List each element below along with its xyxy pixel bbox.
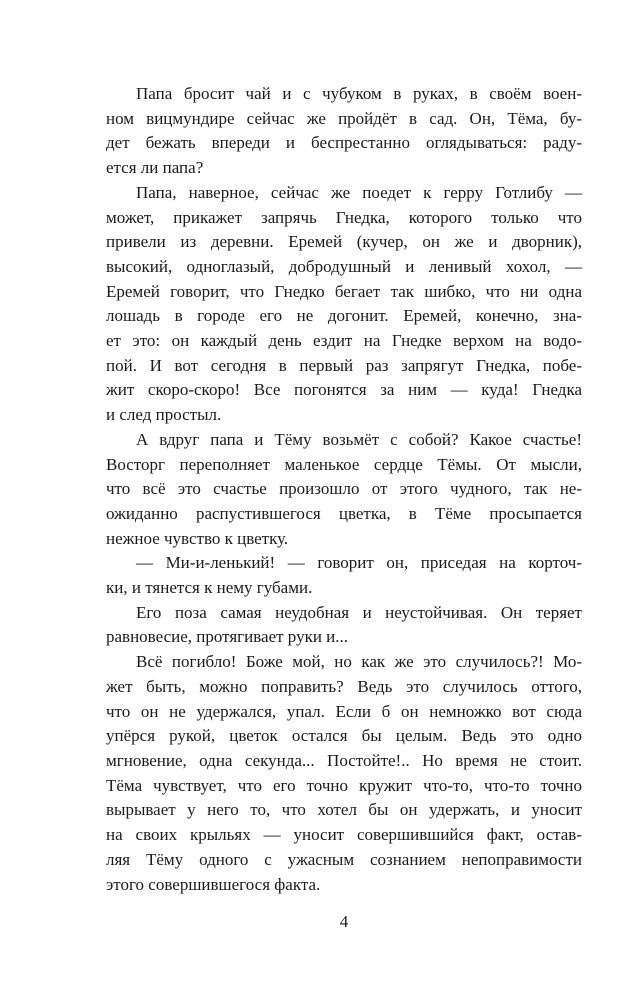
text-block bbox=[106, 82, 582, 897]
text-line: нежное чувство к цветку. bbox=[106, 528, 289, 548]
paragraph bbox=[106, 601, 582, 650]
text-line: привели из деревни. Еремей (кучер, он же и дворник), bbox=[106, 232, 582, 252]
text-line: А вдруг папа и Тёму возьмёт с собой? Какое счастье! bbox=[136, 429, 582, 449]
text-line: равновесие, протягивает руки и... bbox=[106, 627, 349, 647]
text-line: ожиданно распустившегося цветка, в Тёме просыпается bbox=[106, 503, 582, 523]
text-line: и след простыл. bbox=[106, 405, 222, 425]
text-line: Еремей говорит, что Гнедко бегает так шибко, что ни одна bbox=[106, 281, 582, 301]
paragraph bbox=[106, 181, 582, 428]
text-line: — Ми-и-ленький! — говорит он, приседая на корточ- bbox=[136, 553, 582, 573]
text-line: Всё погибло! Боже мой, но как же это случилось?! Мо- bbox=[136, 652, 582, 672]
text-line: на своих крыльях — уносит совершившийся факт, остав- bbox=[106, 825, 582, 845]
text-line: пой. И вот сегодня в первый раз запрягут Гнедка, побе- bbox=[106, 355, 582, 375]
text-line: мгновение, одна секунда... Постойте!.. Но время не стоит. bbox=[106, 750, 582, 770]
paragraph bbox=[106, 650, 582, 897]
text-line: жит скоро-скоро! Все погонятся за ним — куда! Гнедка bbox=[106, 380, 582, 400]
text-line: Его поза самая неудобная и неустойчивая. Он теряет bbox=[136, 602, 582, 622]
text-line: Восторг переполняет маленькое сердце Тёмы. От мысли, bbox=[106, 454, 582, 474]
text-line: может, прикажет запрячь Гнедка, которого только что bbox=[106, 207, 582, 227]
text-line: упёрся рукой, цветок остался бы целым. Ведь это одно bbox=[106, 726, 582, 746]
paragraph bbox=[106, 428, 582, 552]
text-line: ется ли папа? bbox=[106, 158, 204, 178]
text-line: ном вицмундире сейчас же пройдёт в сад. Он, Тёма, бу- bbox=[106, 108, 582, 128]
text-line: Папа бросит чай и с чубуком в руках, в своём воен- bbox=[136, 84, 582, 103]
page-number: 4 bbox=[339, 912, 349, 931]
text-line: жет быть, можно поправить? Ведь это случилось оттого, bbox=[106, 676, 582, 696]
paragraph bbox=[106, 551, 582, 600]
text-line: лошадь в городе его не догонит. Еремей, конечно, зна- bbox=[106, 306, 582, 326]
text-line: дет бежать впереди и беспрестанно оглядываться: раду- bbox=[106, 133, 582, 153]
text-line: ки, и тянется к нему губами. bbox=[106, 578, 313, 598]
text-line: этого совершившегося факта. bbox=[106, 874, 321, 894]
text-line: что он не удержался, упал. Если б он немножко вот сюда bbox=[106, 701, 582, 721]
text-line: что всё это счастье произошло от этого чудного, так не- bbox=[106, 479, 582, 499]
text-line: Тёма чувствует, что его точно кружит что-то, что-то точно bbox=[106, 775, 582, 795]
text-line: ляя Тёму одного с ужасным сознанием непоправимости bbox=[106, 849, 582, 869]
text-line: Папа, наверное, сейчас же поедет к герру Готлибу — bbox=[136, 182, 582, 202]
text-line: вырывает у него то, что хотел бы он удержать, и уносит bbox=[106, 800, 582, 820]
paragraph bbox=[106, 82, 582, 181]
text-line: ет это: он каждый день ездит на Гнедке верхом на водо- bbox=[106, 331, 582, 351]
text-line: высокий, одноглазый, добродушный и ленивый хохол, — bbox=[106, 256, 582, 276]
